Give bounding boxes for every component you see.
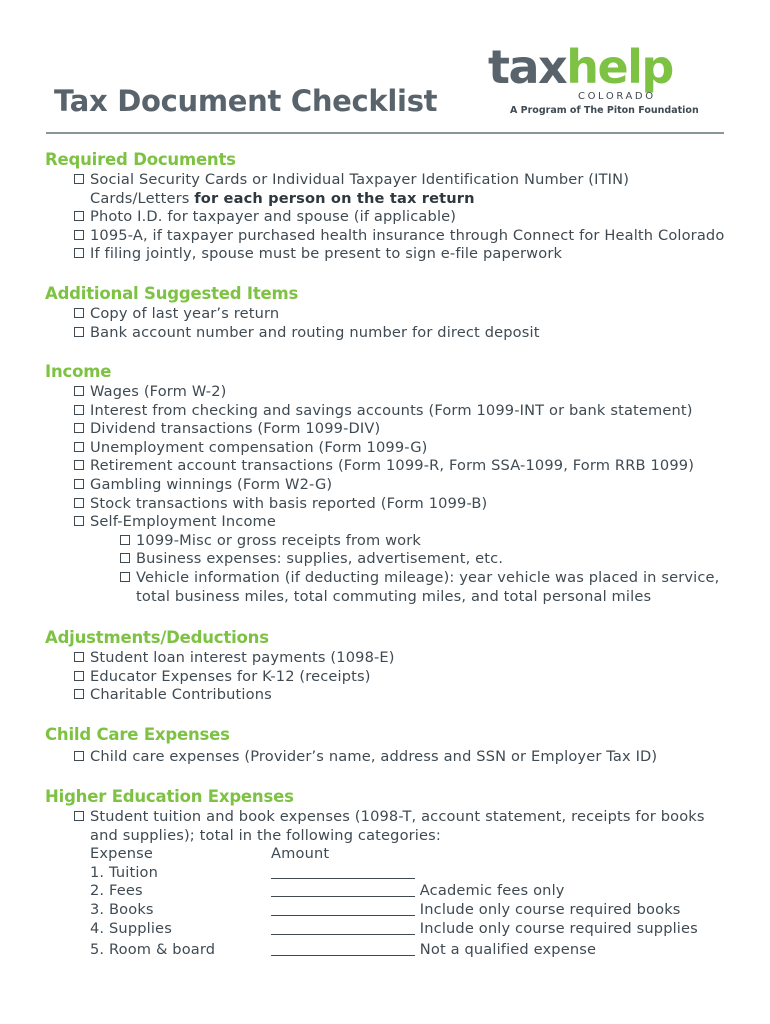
checklist-item: If filing jointly, spouse must be present to sign e-file paperwork: [45, 245, 724, 264]
checkbox[interactable]: [74, 460, 84, 470]
checkbox[interactable]: [120, 553, 130, 563]
amount-blank[interactable]: [271, 882, 415, 897]
section-heading: Adjustments/Deductions: [45, 628, 269, 647]
section-heading: Child Care Expenses: [45, 725, 230, 744]
logo-word-help: help: [566, 40, 673, 94]
checkbox[interactable]: [74, 386, 84, 396]
checkbox[interactable]: [74, 751, 84, 761]
checklist-subitem: Business expenses: supplies, advertisement, etc.: [45, 550, 719, 569]
checklist-item: Photo I.D. for taxpayer and spouse (if applicable): [45, 208, 724, 227]
checklist-item: Student loan interest payments (1098-E): [45, 649, 395, 668]
checklist-subitem: 1099-Misc or gross receipts from work: [45, 532, 719, 551]
checklist-item: Student tuition and book expenses (1098-T, account statement, receipts for books and supplies); total in the following categories:: [45, 808, 705, 845]
section-adjustments: [45, 628, 395, 705]
checklist-item: Dividend transactions (Form 1099-DIV): [45, 420, 719, 439]
checklist-item: Gambling winnings (Form W2-G): [45, 476, 719, 495]
checklist-item: Self-Employment Income: [45, 513, 719, 532]
checkbox[interactable]: [74, 327, 84, 337]
expense-table-header: Expense Amount: [90, 845, 330, 863]
section-higher-education: [45, 787, 705, 960]
checklist-item: Charitable Contributions: [45, 686, 395, 705]
header-divider: [46, 132, 724, 134]
amount-blank[interactable]: [271, 864, 415, 879]
checkbox[interactable]: [74, 652, 84, 662]
checklist-subitem: Vehicle information (if deducting mileage): year vehicle was placed in service, total business miles, total commuting miles, and total personal miles: [45, 569, 719, 606]
checklist-item: Child care expenses (Provider’s name, address and SSN or Employer Tax ID): [45, 748, 657, 767]
section-income: [45, 362, 719, 606]
checkbox[interactable]: [74, 423, 84, 433]
checklist-item: Retirement account transactions (Form 1099-R, Form SSA-1099, Form RRB 1099): [45, 457, 719, 476]
section-heading: Required Documents: [45, 150, 236, 169]
checklist-item: Interest from checking and savings accounts (Form 1099-INT or bank statement): [45, 402, 719, 421]
checkbox[interactable]: [74, 479, 84, 489]
checkbox[interactable]: [74, 405, 84, 415]
checkbox[interactable]: [74, 498, 84, 508]
checkbox[interactable]: [74, 211, 84, 221]
checkbox[interactable]: [74, 811, 84, 821]
logo-tagline: A Program of The Piton Foundation: [510, 105, 699, 116]
checkbox[interactable]: [74, 442, 84, 452]
section-heading: Income: [45, 362, 112, 381]
checklist-item: Unemployment compensation (Form 1099-G): [45, 439, 719, 458]
taxhelp-logo: [488, 42, 708, 122]
checkbox[interactable]: [74, 689, 84, 699]
expense-row: 3. Books Include only course required books: [90, 900, 681, 918]
expense-row: 5. Room & board Not a qualified expense: [90, 941, 597, 959]
amount-blank[interactable]: [271, 920, 415, 935]
expense-row: 2. Fees Academic fees only: [90, 882, 565, 900]
checklist-item: Bank account number and routing number for direct deposit: [45, 324, 540, 343]
section-additional-items: [45, 284, 540, 342]
checklist-item: 1095-A, if taxpayer purchased health insurance through Connect for Health Colorado: [45, 227, 724, 246]
section-heading: Higher Education Expenses: [45, 787, 294, 806]
checkbox[interactable]: [74, 308, 84, 318]
checkbox[interactable]: [120, 535, 130, 545]
checklist-item: Social Security Cards or Individual Taxpayer Identification Number (ITIN) Cards/Letters for each person on the tax return: [45, 171, 724, 208]
checkbox[interactable]: [74, 516, 84, 526]
expense-row: 4. Supplies Include only course required supplies: [90, 919, 698, 937]
logo-state: COLORADO: [578, 91, 656, 102]
checklist-item: Stock transactions with basis reported (Form 1099-B): [45, 495, 719, 514]
section-required-documents: [45, 150, 724, 264]
page-title: Tax Document Checklist: [54, 84, 438, 118]
section-child-care: [45, 725, 657, 767]
checkbox[interactable]: [74, 230, 84, 240]
amount-blank[interactable]: [271, 941, 415, 956]
checklist-item: Educator Expenses for K-12 (receipts): [45, 668, 395, 687]
expense-row: 1. Tuition: [45, 864, 705, 883]
checklist-item: Copy of last year’s return: [45, 305, 540, 324]
checklist-item: Wages (Form W-2): [45, 383, 719, 402]
logo-word-tax: tax: [488, 40, 567, 94]
amount-blank[interactable]: [271, 901, 415, 916]
logo-wordmark: [488, 42, 673, 92]
checkbox[interactable]: [74, 174, 84, 184]
checkbox[interactable]: [120, 572, 130, 582]
checkbox[interactable]: [74, 671, 84, 681]
checkbox[interactable]: [74, 248, 84, 258]
section-heading: Additional Suggested Items: [45, 284, 299, 303]
